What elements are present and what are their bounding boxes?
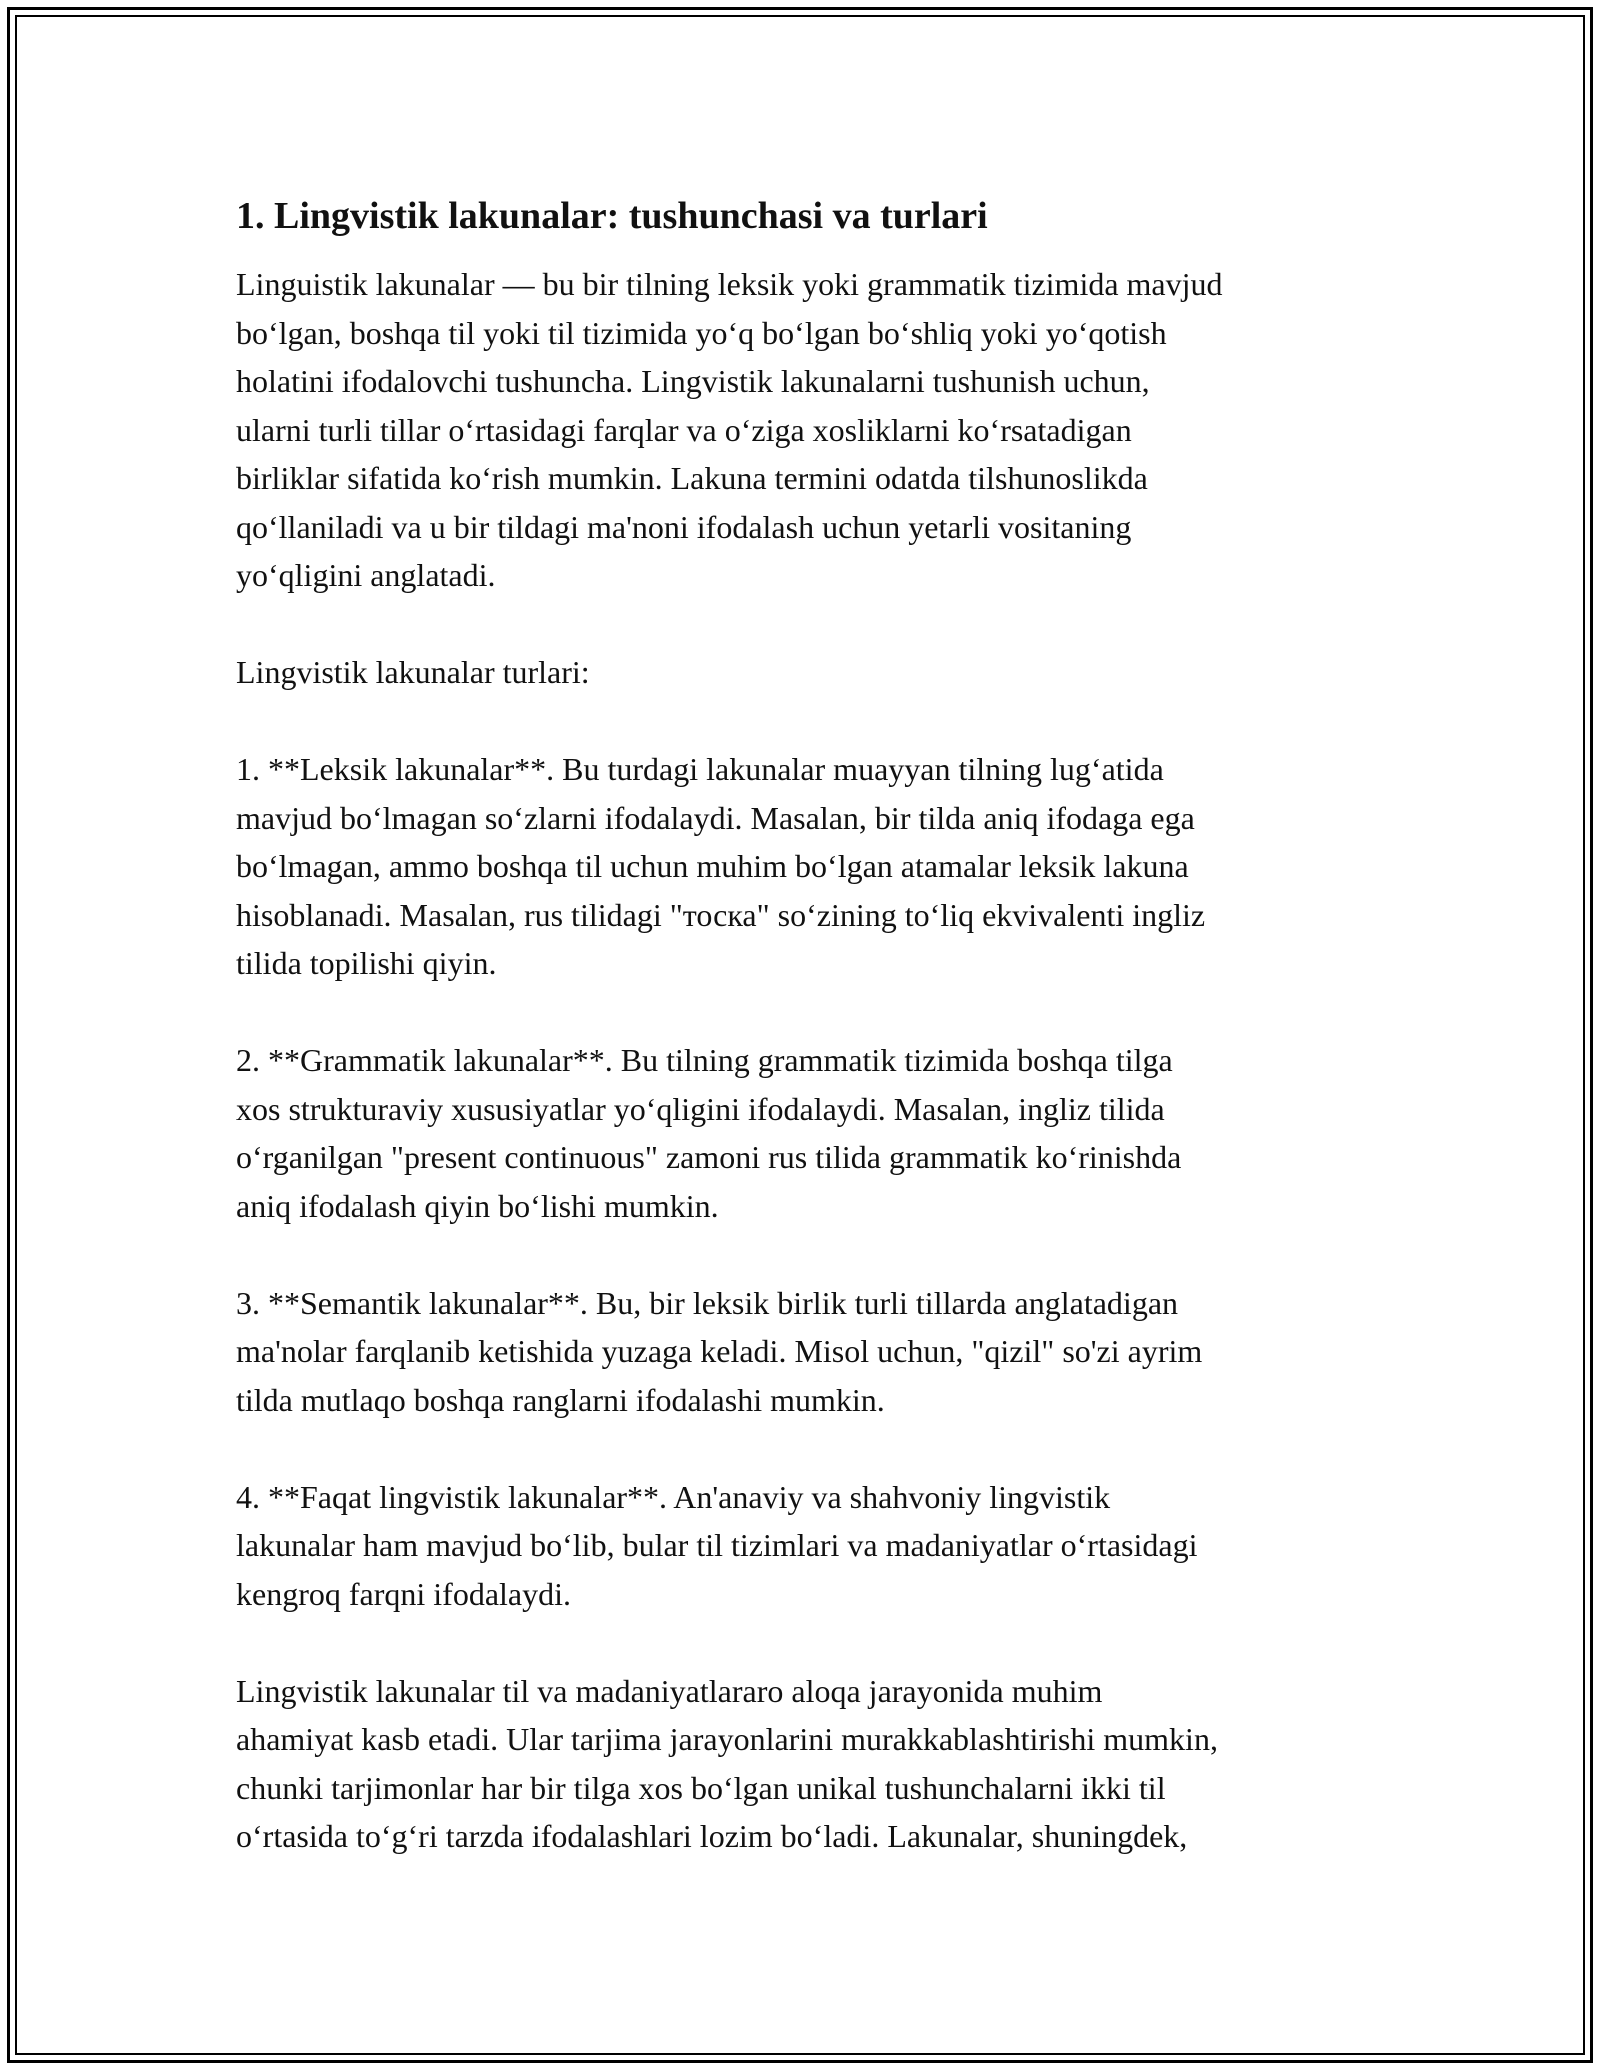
paragraph-lexical-lacunae bbox=[236, 745, 1376, 988]
text-line: tilda mutlaqo boshqa ranglarni ifodalashi mumkin. bbox=[236, 1381, 885, 1418]
paragraph-conclusion bbox=[236, 1667, 1376, 1861]
text-line: Linguistik lakunalar — bu bir tilning leksik yoki grammatik tizimida mavjud bbox=[236, 266, 1223, 302]
text-line: 2. **Grammatik lakunalar**. Bu tilning grammatik tizimida boshqa tilga bbox=[236, 1042, 1173, 1078]
text-line: ahamiyat kasb etadi. Ular tarjima jarayonlarini murakkablashtirishi mumkin, bbox=[236, 1721, 1218, 1757]
text-line: ularni turli tillar o‘rtasidagi farqlar va o‘ziga xosliklarni ko‘rsatadigan bbox=[236, 411, 1132, 448]
text-line: birliklar sifatida ko‘rish mumkin. Lakuna termini odatda tilshunoslikda bbox=[236, 460, 1148, 496]
text-line: qo‘llaniladi va u bir tildagi ma'noni ifodalash uchun yetarli vositaning bbox=[236, 508, 1132, 545]
text-line: o‘rganilgan "present continuous" zamoni rus tilida grammatik ko‘rinishda bbox=[236, 1139, 1182, 1175]
text-line: 4. **Faqat lingvistik lakunalar**. An'anaviy va shahvoniy lingvistik bbox=[236, 1478, 1111, 1515]
paragraph-definition bbox=[236, 260, 1376, 600]
text-line: Lingvistik lakunalar turlari: bbox=[236, 654, 590, 690]
text-line: tilida topilishi qiyin. bbox=[236, 945, 497, 981]
text-line: bo‘lgan, boshqa til yoki til tizimida yo‘q bo‘lgan bo‘shliq yoki yo‘qotish bbox=[236, 314, 1167, 351]
document-body bbox=[236, 188, 1376, 1909]
text-line: mavjud bo‘lmagan so‘zlarni ifodalaydi. Masalan, bir tilda aniq ifodaga ega bbox=[236, 799, 1195, 836]
text-line: chunki tarjimonlar har bir tilga xos bo‘lgan unikal tushunchalarni ikki til bbox=[236, 1769, 1166, 1806]
text-line: bo‘lmagan, ammo boshqa til uchun muhim bo‘lgan atamalar leksik lakuna bbox=[236, 848, 1189, 884]
text-line: kengroq farqni ifodalaydi. bbox=[236, 1575, 571, 1612]
text-line: Lingvistik lakunalar til va madaniyatlararo aloqa jarayonida muhim bbox=[236, 1672, 1103, 1709]
text-line: yo‘qligini anglatadi. bbox=[236, 557, 496, 593]
text-line: 1. **Leksik lakunalar**. Bu turdagi lakunalar muayyan tilning lug‘atida bbox=[236, 751, 1164, 787]
text-line: o‘rtasida to‘g‘ri tarzda ifodalashlari lozim bo‘ladi. Lakunalar, shuningdek, bbox=[236, 1818, 1188, 1854]
paragraph-linguistic-lacunae bbox=[236, 1473, 1376, 1619]
paragraph-types-heading bbox=[236, 648, 1376, 697]
text-line: holatini ifodalovchi tushuncha. Lingvistik lakunalarni tushunish uchun, bbox=[236, 363, 1150, 399]
paragraph-grammatical-lacunae bbox=[236, 1036, 1376, 1230]
text-line: lakunalar ham mavjud bo‘lib, bular til tizimlari va madaniyatlar o‘rtasidagi bbox=[236, 1527, 1198, 1563]
text-line: 3. **Semantik lakunalar**. Bu, bir leksik birlik turli tillarda anglatadigan bbox=[236, 1284, 1179, 1321]
text-line: hisoblanadi. Masalan, rus tilidagi "тоска" so‘zining to‘liq ekvivalenti ingliz bbox=[236, 896, 1206, 933]
paragraph-semantic-lacunae bbox=[236, 1279, 1376, 1425]
text-line: aniq ifodalash qiyin bo‘lishi mumkin. bbox=[236, 1187, 719, 1224]
text-line: ma'nolar farqlanib ketishida yuzaga keladi. Misol uchun, "qizil" so'zi ayrim bbox=[236, 1333, 1203, 1369]
text-line: xos strukturaviy xususiyatlar yo‘qligini ifodalaydi. Masalan, ingliz tilida bbox=[236, 1090, 1165, 1127]
section-title: 1. Lingvistik lakunalar: tushunchasi va turlari bbox=[236, 195, 988, 237]
